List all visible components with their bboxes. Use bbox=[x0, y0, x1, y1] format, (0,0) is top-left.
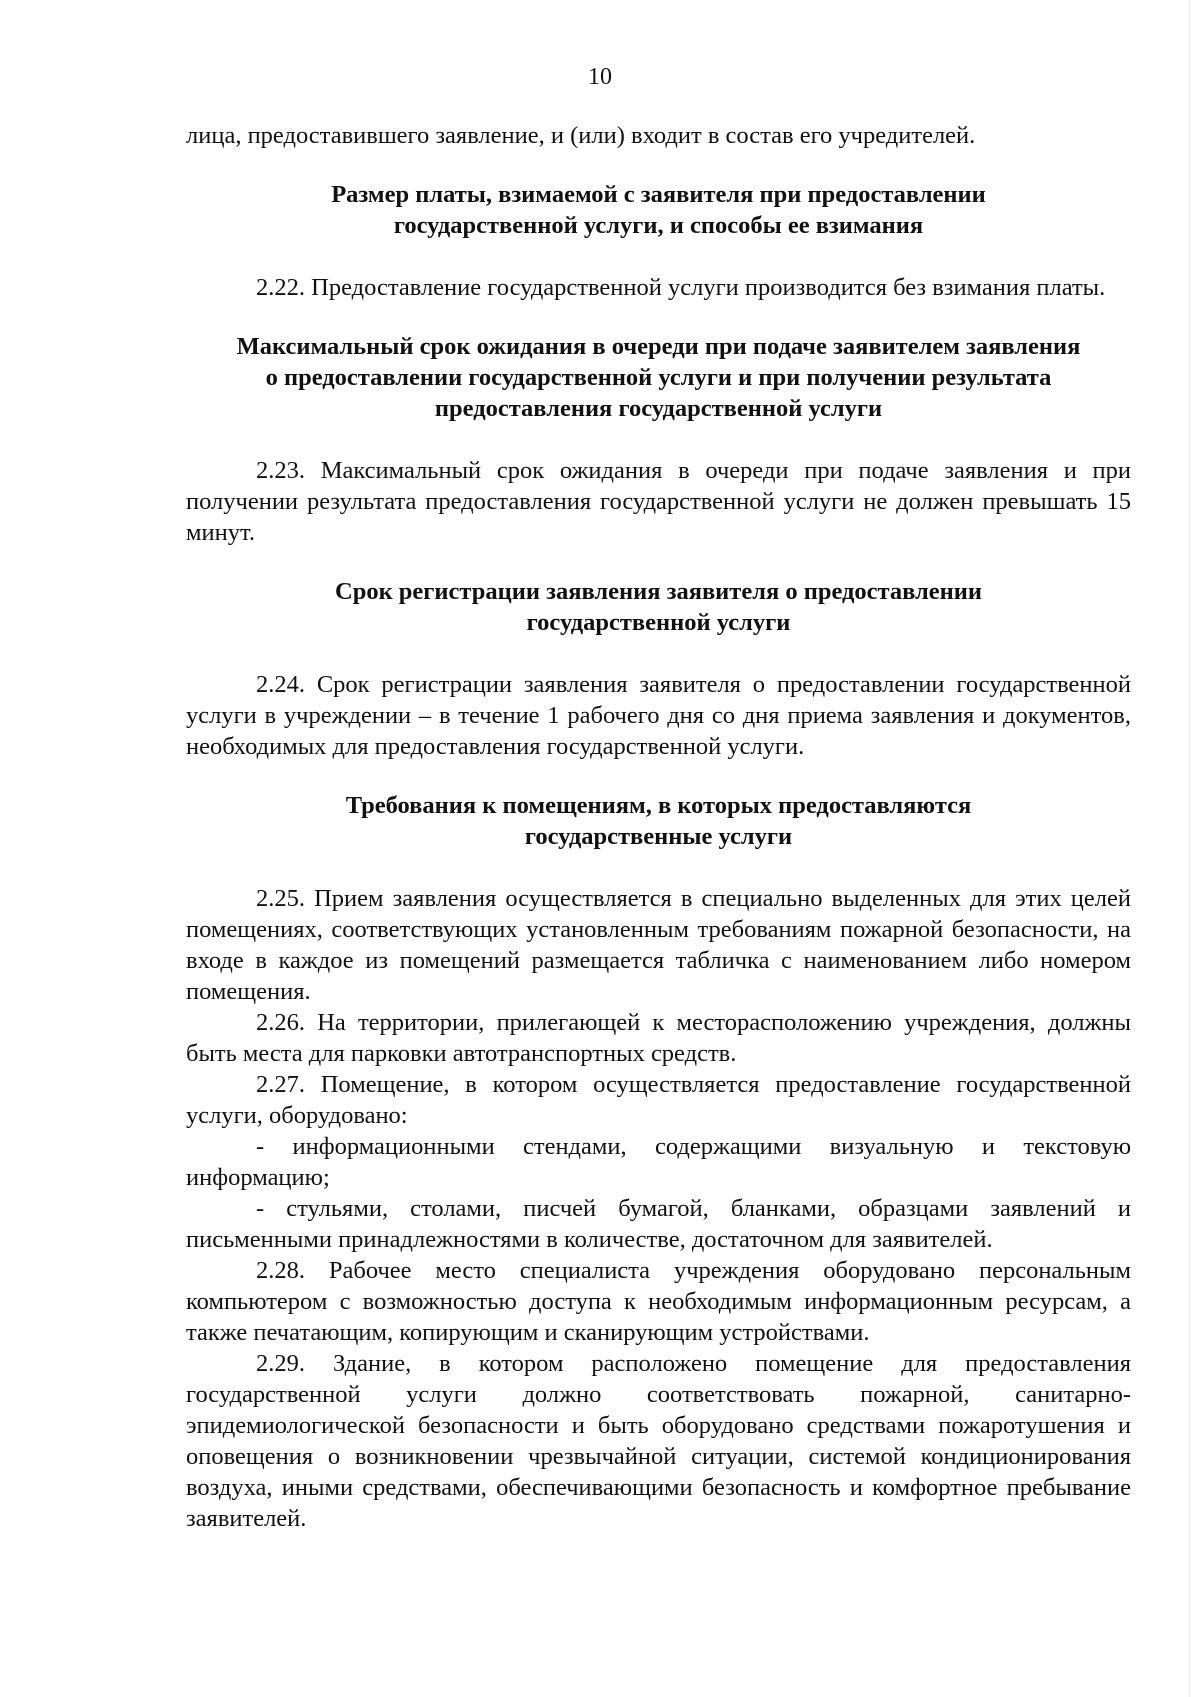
list-item-stands: - информационными стендами, содержащими визуальную и текстовую информацию; bbox=[186, 1133, 1131, 1191]
spacer bbox=[186, 548, 1131, 576]
heading-line: государственной услуги, и способы ее взимания bbox=[393, 212, 924, 239]
paragraph-2-26: 2.26. На территории, прилегающей к месторасположению учреждения, должны быть места для парковки автотранспортных средств. bbox=[186, 1009, 1131, 1067]
spacer bbox=[186, 151, 1131, 179]
heading-line: государственные услуги bbox=[524, 823, 793, 850]
heading-line: Срок регистрации заявления заявителя о предоставлении bbox=[335, 578, 982, 605]
spacer bbox=[186, 852, 1131, 883]
heading-line: Требования к помещениям, в которых предоставляются bbox=[345, 792, 972, 819]
page-number: 10 bbox=[588, 64, 612, 90]
heading-line: Размер платы, взимаемой с заявителя при предоставлении bbox=[331, 181, 986, 208]
intro-line: лица, предоставившего заявление, и (или) входит в состав его учредителей. bbox=[186, 122, 976, 149]
section-heading-fee bbox=[186, 179, 1131, 241]
list-item-furniture: - стульями, столами, писчей бумагой, бланками, образцами заявлений и письменными принадлежностями в количестве, достаточном для заявителей. bbox=[186, 1195, 1131, 1253]
paragraph-2-23: 2.23. Максимальный срок ожидания в очереди при подаче заявления и при получении результата предоставления государственной услуги не должен превышать 15 минут. bbox=[186, 457, 1131, 546]
document-body bbox=[186, 120, 1131, 1534]
spacer bbox=[186, 303, 1131, 331]
heading-line: о предоставлении государственной услуги и при получении результата bbox=[265, 364, 1052, 391]
paragraph-2-27: 2.27. Помещение, в котором осуществляется предоставление государственной услуги, оборудовано: bbox=[186, 1071, 1131, 1129]
heading-line: государственной услуги bbox=[526, 609, 791, 636]
spacer bbox=[186, 762, 1131, 790]
spacer bbox=[186, 638, 1131, 669]
heading-line: Максимальный срок ожидания в очереди при подаче заявителем заявления bbox=[236, 333, 1081, 360]
paragraph-2-25: 2.25. Прием заявления осуществляется в специально выделенных для этих целей помещениях, соответствующих установленным требованиям пожарной безопасности, на входе в каждое из помещений размещается табличка с наименованием либо номером помещения. bbox=[186, 885, 1131, 1005]
spacer bbox=[186, 424, 1131, 455]
spacer bbox=[186, 241, 1131, 272]
paragraph-2-24: 2.24. Срок регистрации заявления заявителя о предоставлении государственной услуги в учреждении – в течение 1 рабочего дня со дня приема заявления и документов, необходимых для предоставления государственной услуги. bbox=[186, 671, 1131, 760]
section-heading-wait-time bbox=[186, 331, 1131, 424]
heading-line: предоставления государственной услуги bbox=[434, 395, 883, 422]
paragraph-2-28: 2.28. Рабочее место специалиста учреждения оборудовано персональным компьютером с возможностью доступа к необходимым информационным ресурсам, а также печатающим, копирующим и сканирующим устройствами. bbox=[186, 1257, 1131, 1346]
section-heading-registration bbox=[186, 576, 1131, 638]
scan-edge-line bbox=[1189, 0, 1190, 1697]
paragraph-2-29: 2.29. Здание, в котором расположено помещение для предоставления государственной услуги должно соответствовать пожарной, санитарно-эпидемиологической безопасности и быть оборудовано средствами пожаротушения и оповещения о возникновении чрезвычайной ситуации, системой кондиционирования воздуха, иными средствами, обеспечивающими безопасность и комфортное пребывание заявителей. bbox=[186, 1350, 1131, 1532]
paragraph-2-22: 2.22. Предоставление государственной услуги производится без взимания платы. bbox=[256, 274, 1106, 301]
section-heading-premises bbox=[186, 790, 1131, 852]
